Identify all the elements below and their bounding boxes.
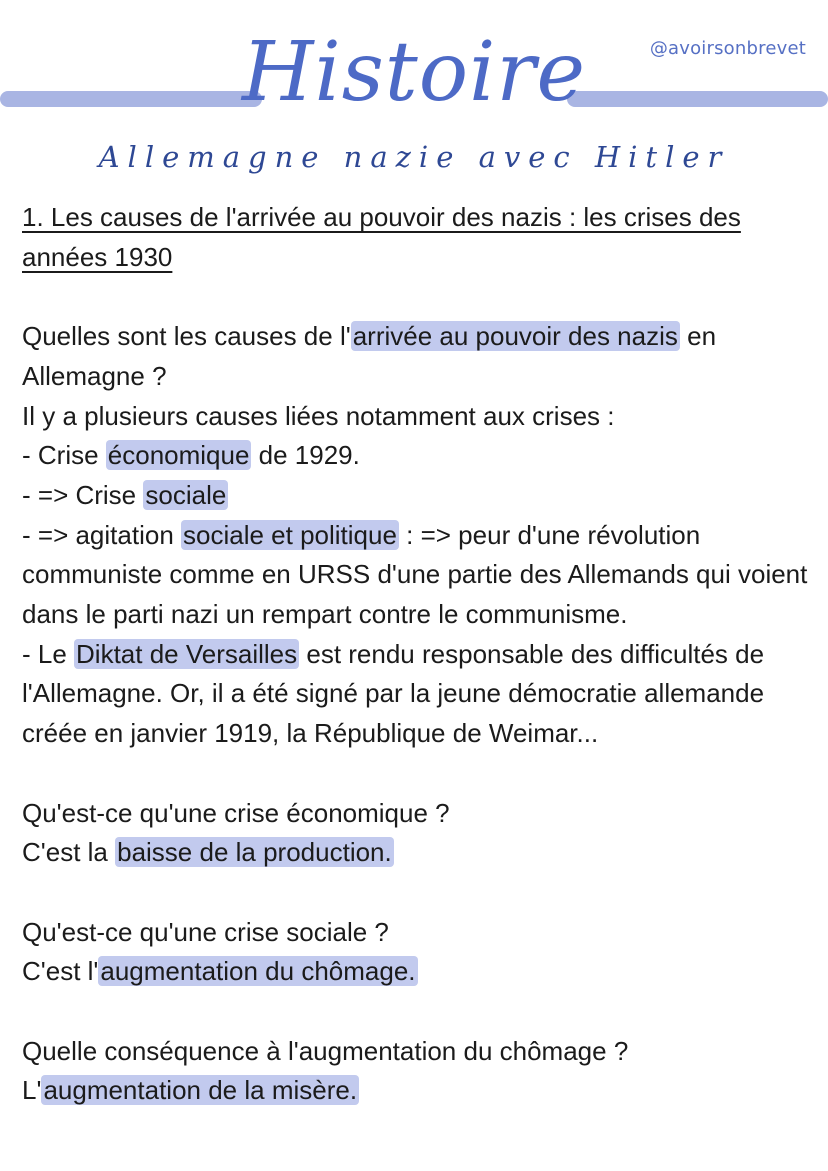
highlight-economique: économique [107, 440, 250, 471]
highlight-baisse-production: baisse de la production. [117, 837, 392, 868]
causes-intro: Il y a plusieurs causes liées notamment aux crises : [22, 400, 615, 431]
cause-item-text: - Le [22, 638, 75, 669]
highlight-misere: augmentation de la misère. [43, 1075, 358, 1106]
answer-crise-sociale [22, 952, 812, 992]
answer-crise-economique [22, 833, 812, 873]
answer-text: L' [22, 1075, 42, 1106]
question-causes [22, 317, 812, 396]
question-causes-text: Quelles sont les causes de l' [22, 321, 351, 352]
highlight-diktat: Diktat de Versailles [76, 638, 298, 669]
cause-item-economique [22, 436, 812, 476]
cause-item-text: - => Crise [22, 479, 144, 510]
author-handle: @avoirsonbrevet [649, 38, 806, 59]
cause-item-text: - Crise [22, 440, 106, 471]
cause-item-text: - => agitation [22, 519, 181, 550]
highlight-chomage: augmentation du chômage. [100, 956, 416, 987]
page-title: Histoire [241, 25, 587, 120]
section-title: 1. Les causes de l'arrivée au pouvoir des nazis : les crises des années 1930 [22, 202, 741, 272]
highlight-sociale: sociale [145, 479, 227, 510]
cause-item-text: : => peur d'une révolution communiste comme en URSS d'une partie des Allemands qui voient dans le parti nazi un rempart contre le communisme. [22, 519, 808, 630]
highlight-sociale-politique: sociale et politique [183, 519, 397, 550]
answer-consequence [22, 1071, 812, 1111]
highlight-arrivee: arrivée au pouvoir des nazis [352, 321, 678, 352]
page-subtitle: Allemagne nazie avec Hitler [98, 140, 730, 174]
notes-body [22, 198, 812, 1111]
cause-item-text: de 1929. [251, 440, 360, 471]
question-crise-sociale: Qu'est-ce qu'une crise sociale ? [22, 916, 389, 947]
cause-item-diktat [22, 635, 812, 754]
cause-item-agitation [22, 516, 812, 635]
question-crise-economique: Qu'est-ce qu'une crise économique ? [22, 797, 450, 828]
cause-item-sociale [22, 476, 812, 516]
answer-text: C'est l' [22, 956, 99, 987]
question-causes-end: en Allemagne ? [22, 321, 717, 391]
question-consequence: Quelle conséquence à l'augmentation du chômage ? [22, 1035, 629, 1066]
cause-item-text: est rendu responsable des difficultés de l'Allemagne. Or, il a été signé par la jeune démocratie allemande créée en janvier 1919, la République de Weimar... [22, 638, 765, 749]
answer-text: C'est la [22, 837, 116, 868]
